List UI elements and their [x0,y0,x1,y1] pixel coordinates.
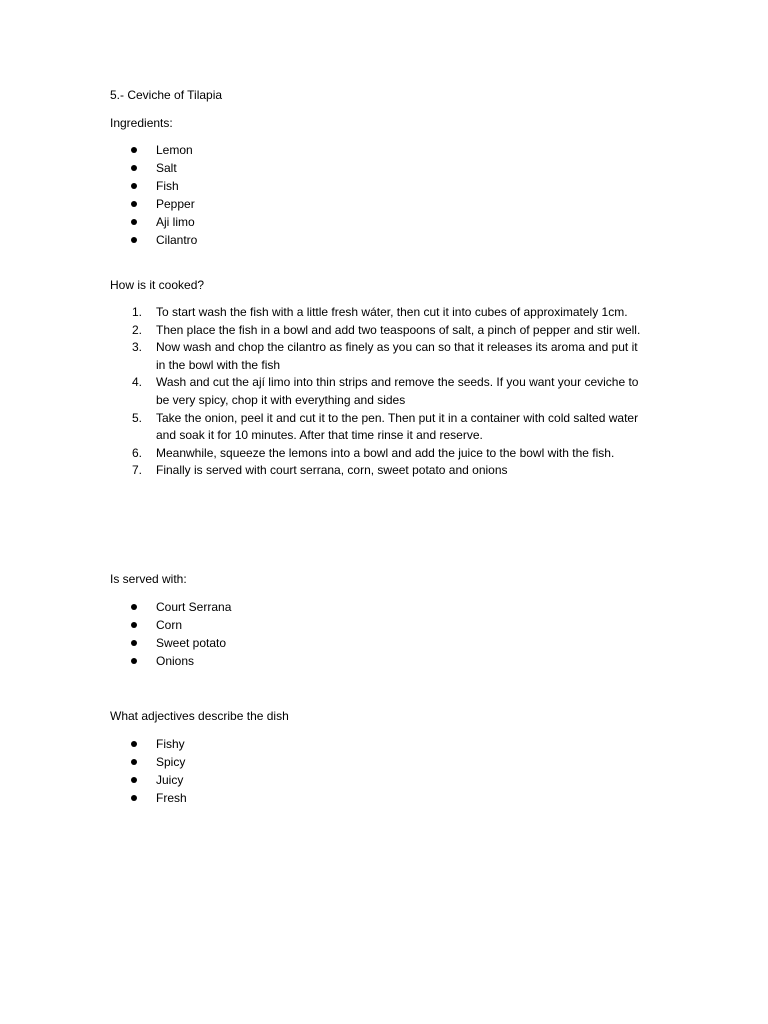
list-item: Fresh [110,789,187,807]
cooking-steps-list [110,304,646,480]
bullet-icon [131,795,137,801]
bullet-icon [131,741,137,747]
step-item: 3. Now wash and chop the cilantro as finely as you can so that it releases its aroma and put it in the bowl with the fish [132,340,638,372]
list-item: Pepper [110,195,197,213]
step-item: 1. To start wash the fish with a little fresh wáter, then cut it into cubes of approximately 1cm. [132,305,628,319]
list-item: Corn [110,616,231,634]
list-item: Court Serrana [110,598,231,616]
bullet-icon [131,219,137,225]
bullet-icon [131,759,137,765]
served-with-heading: Is served with: [110,572,187,586]
step-item: 6. Meanwhile, squeeze the lemons into a bowl and add the juice to the bowl with the fish. [132,445,615,460]
bullet-icon [131,237,137,243]
step-item: 7. Finally is served with court serrana, corn, sweet potato and onions [132,463,508,478]
ingredients-list [110,141,197,249]
bullet-icon [131,604,137,610]
list-item: Lemon [110,141,197,159]
cooking-heading: How is it cooked? [110,278,205,292]
list-item: Fish [110,177,197,195]
adjectives-list [110,735,187,807]
step-item: 5. Take the onion, peel it and cut it to the pen. Then put it in a container with cold salted water and soak it for 10 minutes. After that time rinse it and reserve. [132,410,639,443]
bullet-icon [131,147,137,153]
bullet-icon [131,640,137,646]
bullet-icon [131,622,137,628]
recipe-title: 5.- Ceviche of Tilapia [110,88,223,102]
step-item: 2. Then place the fish in a bowl and add two teaspoons of salt, a pinch of pepper and stir well. [132,322,641,337]
list-item: Cilantro [110,231,197,249]
adjectives-heading: What adjectives describe the dish [110,709,289,723]
list-item: Onions [110,652,231,670]
list-item: Sweet potato [110,634,231,652]
list-item: Aji limo [110,213,197,231]
ingredients-heading: Ingredients: [110,116,173,130]
list-item: Salt [110,159,197,177]
list-item: Fishy [110,735,187,753]
step-item: 4. Wash and cut the ají limo into thin strips and remove the seeds. If you want your ceviche to be very spicy, chop it with everything and sides [132,375,639,407]
bullet-icon [131,777,137,783]
bullet-icon [131,201,137,207]
bullet-icon [131,165,137,171]
bullet-icon [131,183,137,189]
list-item: Juicy [110,771,187,789]
served-with-list [110,598,231,670]
list-item: Spicy [110,753,187,771]
bullet-icon [131,658,137,664]
